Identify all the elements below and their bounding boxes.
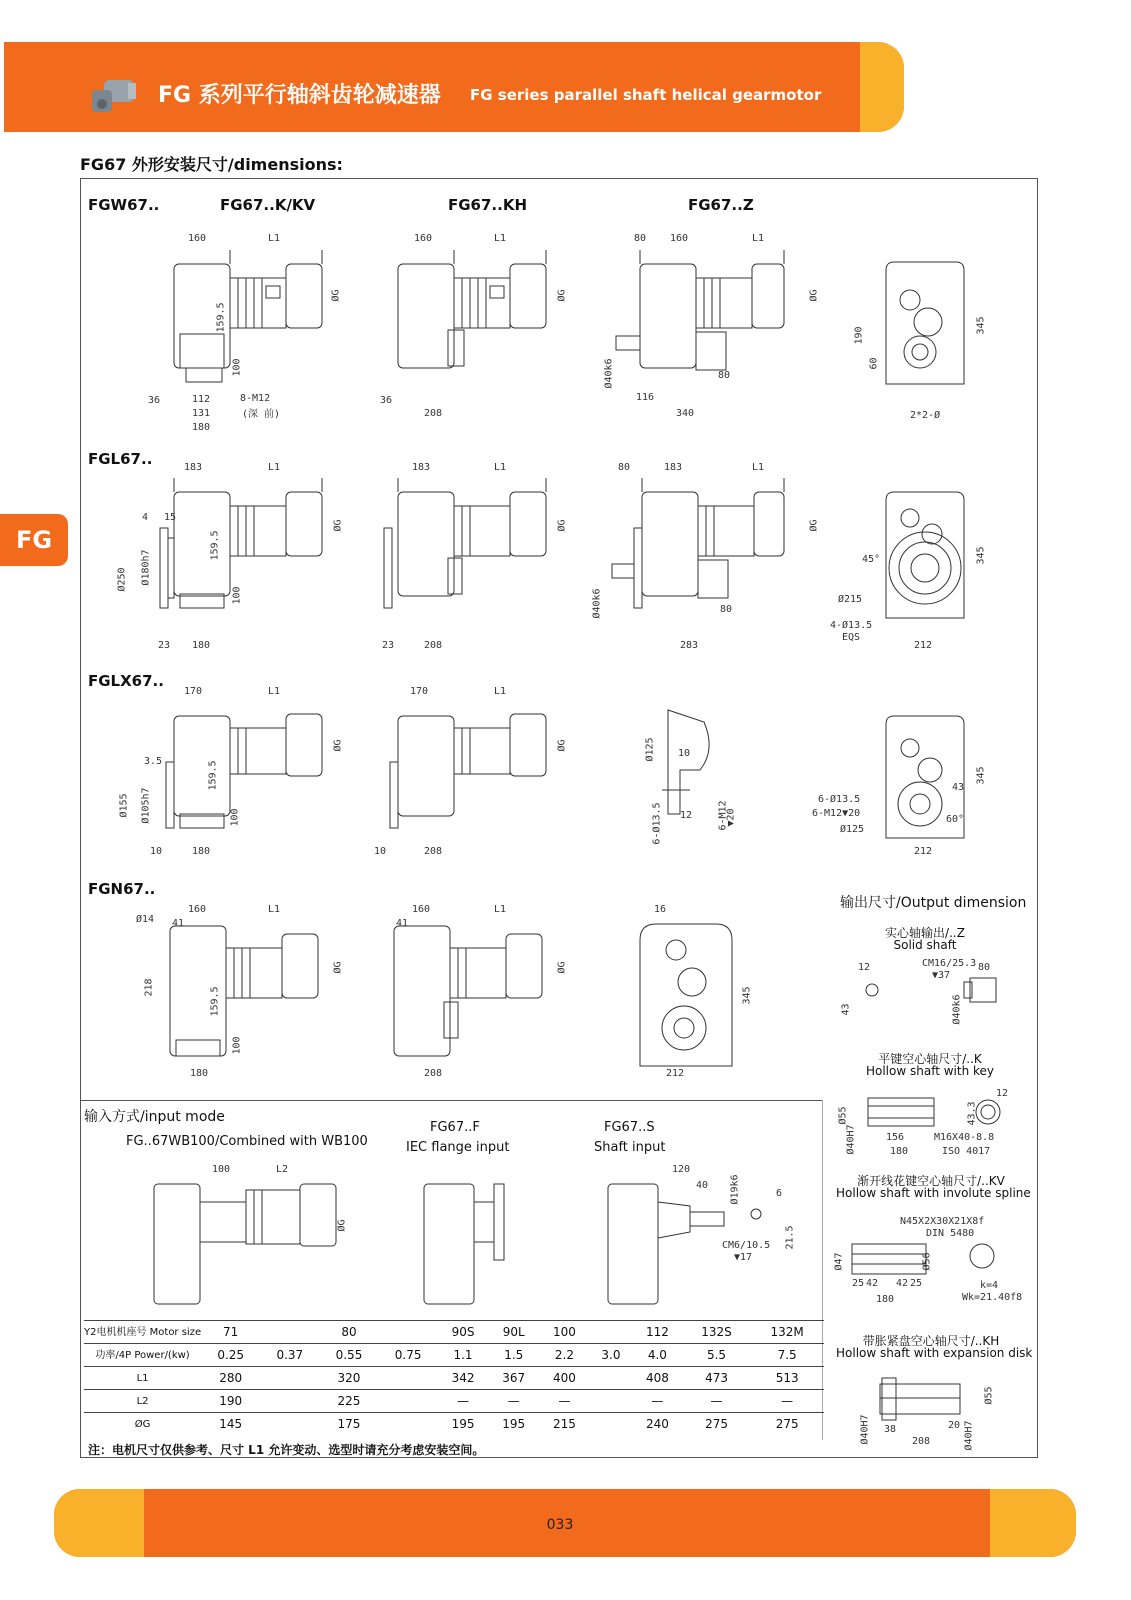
table-cell: 71 (201, 1321, 260, 1344)
dim: 345 (975, 766, 987, 785)
table-cell (379, 1390, 438, 1413)
dim: Ø40H7 (963, 1420, 975, 1451)
dim: L1 (268, 686, 281, 697)
dim: 159.5 (209, 986, 221, 1017)
dim: 80 (718, 370, 731, 381)
dim: 45° (862, 554, 881, 565)
dim: Ø40k6 (603, 358, 615, 389)
dim: ▼20 (725, 808, 737, 827)
table-cell (260, 1367, 319, 1390)
motor-dimension-table (84, 1320, 824, 1435)
dim: 212 (666, 1068, 685, 1079)
dim: DIN 5480 (926, 1228, 975, 1239)
dim: L1 (494, 686, 507, 697)
dim: 80 (978, 962, 991, 973)
dim: 15 (164, 512, 177, 523)
dim: 4 (142, 512, 149, 523)
label-fg67-kh: FG67..KH (448, 196, 528, 214)
dim: 120 (672, 1164, 691, 1175)
dim: ØG (556, 739, 568, 752)
dim: 4-Ø13.5 (830, 620, 873, 631)
dim: 100 (231, 586, 243, 605)
dim: 170 (410, 686, 429, 697)
header-title-cn: FG 系列平行轴斜齿轮减速器 (158, 83, 441, 108)
disk-shaft-cn: 带胀紧盘空心轴尺寸/..KH (862, 1334, 1000, 1348)
table-row (84, 1367, 824, 1390)
dim: 345 (975, 546, 987, 565)
table-cell: 342 (438, 1367, 489, 1390)
table-row-header: L1 (84, 1367, 201, 1390)
dim: L1 (268, 904, 281, 915)
table-cell: 1.1 (438, 1344, 489, 1367)
dim: 180 (890, 1146, 909, 1157)
table-cell: 195 (438, 1413, 489, 1436)
table-row-header: Y2电机机座号 Motor size (84, 1321, 201, 1344)
dim: 41 (396, 918, 409, 929)
drawing-fgl67-z (612, 478, 786, 638)
dim: 212 (914, 846, 933, 857)
dim: 180 (192, 422, 211, 433)
dim: 180 (190, 1068, 209, 1079)
drawing-fgn67-k (388, 920, 552, 1070)
f-label: FG67..F (430, 1120, 480, 1135)
drawing-fgl67-k (384, 478, 552, 638)
table-cell: 215 (539, 1413, 590, 1436)
drawing-fg67-k (392, 250, 552, 410)
section-title: FG67 外形安装尺寸/dimensions: (80, 155, 343, 174)
drawing-wb100 (150, 1180, 340, 1310)
table-cell: 5.5 (683, 1344, 751, 1367)
dim: 180 (192, 640, 211, 651)
table-cell: 0.25 (201, 1344, 260, 1367)
dim: 60 (868, 357, 880, 370)
table-cell: 513 (750, 1367, 824, 1390)
dim: 100 (231, 1036, 243, 1055)
table-cell: 2.2 (539, 1344, 590, 1367)
label-fgw67: FGW67.. (88, 196, 160, 214)
dim: EQS (842, 632, 861, 643)
dim: L1 (752, 462, 765, 473)
drawing-end-view-2 (880, 490, 970, 624)
table-cell: 7.5 (750, 1344, 824, 1367)
dim: L1 (494, 462, 507, 473)
table-row-header: L2 (84, 1390, 201, 1413)
dim: N45X2X30X21X8f (900, 1216, 985, 1227)
dim: Ø14 (136, 914, 155, 925)
drawing-flange-detail (660, 710, 720, 820)
table-cell: 473 (683, 1367, 751, 1390)
dim: Ø40k6 (951, 994, 963, 1025)
dim: ØG (556, 519, 568, 532)
s-label: FG67..S (604, 1120, 655, 1135)
table-cell: 100 (539, 1321, 590, 1344)
table-cell (260, 1390, 319, 1413)
dim: 160 (414, 233, 433, 244)
footnote: 注：电机尺寸仅供参考、尺寸 L1 允许变动、选型时请充分考虑安装空间。 (88, 1443, 485, 1457)
dim: ØG (808, 289, 820, 302)
dim: 345 (975, 316, 987, 335)
dim: 208 (424, 640, 443, 651)
dim: Ø19k6 (729, 1174, 741, 1205)
dim: 60° (946, 814, 965, 825)
dim: 100 (229, 808, 241, 827)
dim: 6-Ø13.5 (818, 794, 861, 805)
dim: ØG (336, 1219, 348, 1232)
table-cell: 175 (319, 1413, 378, 1436)
dim: 6-Ø13.5 (651, 802, 663, 845)
table-cell: — (488, 1390, 539, 1413)
dim: 36 (148, 395, 161, 406)
dim: 21.5 (784, 1225, 796, 1250)
dim: L1 (268, 233, 281, 244)
table-row (84, 1321, 824, 1344)
dim: 12 (680, 810, 693, 821)
table-cell: 132M (750, 1321, 824, 1344)
drawing-fg67-z (616, 250, 786, 410)
spline-shaft-en: Hollow shaft with involute spline (836, 1186, 1031, 1200)
wb-label: FG..67WB100/Combined with WB100 (126, 1134, 368, 1149)
dim: 208 (424, 408, 443, 419)
dim: 208 (424, 1068, 443, 1079)
table-cell: 132S (683, 1321, 751, 1344)
dim: 20 (948, 1420, 961, 1431)
dim: 25 (852, 1278, 865, 1289)
table-cell: 4.0 (632, 1344, 683, 1367)
table-cell: 112 (632, 1321, 683, 1344)
label-fg67-z: FG67..Z (688, 196, 754, 214)
drawing-fgn67 (164, 920, 328, 1070)
footer-accent-right (990, 1489, 1076, 1557)
dim: 190 (853, 326, 865, 345)
dim: 131 (192, 408, 211, 419)
dim: 12 (996, 1088, 1009, 1099)
dim: 2*2-Ø (910, 410, 941, 421)
table-cell: 225 (319, 1390, 378, 1413)
label-fglx67: FGLX67.. (88, 672, 164, 690)
solid-shaft-en: Solid shaft (893, 938, 957, 952)
dim: 10 (150, 846, 163, 857)
label-fg67-k: FG67..K/KV (220, 196, 316, 214)
dim: Ø40H7 (845, 1124, 857, 1155)
table-cell: — (539, 1390, 590, 1413)
dim: 180 (192, 846, 211, 857)
table-cell: 275 (683, 1413, 751, 1436)
dim: ▼37 (932, 970, 951, 981)
table-cell: 0.37 (260, 1344, 319, 1367)
dim: 212 (914, 640, 933, 651)
dim: 159.5 (215, 302, 227, 333)
key-shaft-en: Hollow shaft with key (865, 1064, 995, 1078)
table-cell (260, 1413, 319, 1436)
dim: Ø47 (833, 1252, 845, 1271)
header-accent (860, 42, 904, 132)
dim: 6 (776, 1188, 783, 1199)
table-cell (590, 1390, 632, 1413)
dim: 80 (720, 604, 733, 615)
output-title: 输出尺寸/Output dimension (840, 895, 1027, 911)
dim: 208 (424, 846, 443, 857)
dim: 43 (840, 1003, 852, 1016)
input-divider (80, 1100, 822, 1101)
table-cell (379, 1321, 438, 1344)
dim: 41 (172, 918, 185, 929)
dim: Ø56 (921, 1252, 933, 1271)
table-cell: 320 (319, 1367, 378, 1390)
drawing-fglx67 (160, 706, 328, 846)
table-row-header: 功率/4P Power/(kw) (84, 1344, 201, 1367)
dim: 43 (952, 782, 965, 793)
table-cell (590, 1321, 632, 1344)
table-cell: 240 (632, 1413, 683, 1436)
drawing-end-view-1 (880, 260, 970, 390)
dim: 6-M12▼20 (812, 808, 861, 819)
dim: 3.5 (144, 756, 163, 767)
table-cell: 400 (539, 1367, 590, 1390)
dim: ▼17 (734, 1252, 753, 1263)
table-row (84, 1344, 824, 1367)
table-row (84, 1413, 824, 1436)
spline-shaft-cn: 渐开线花键空心轴尺寸/..KV (857, 1174, 1005, 1188)
drawing-fglx67-k (384, 706, 552, 846)
key-shaft-cn: 平键空心轴尺寸/..K (878, 1052, 982, 1066)
table-cell: 195 (488, 1413, 539, 1436)
disk-shaft-en: Hollow shaft with expansion disk (836, 1346, 1033, 1360)
table-cell (379, 1367, 438, 1390)
gearmotor-icon (88, 74, 138, 118)
side-tab: FG (0, 514, 68, 566)
table-row-header: ØG (84, 1413, 201, 1436)
dim: 6-M12 (717, 800, 729, 831)
solid-shaft-cn: 实心轴输出/..Z (885, 926, 965, 940)
f-sub: IEC flange input (406, 1140, 510, 1155)
dim: L2 (276, 1164, 289, 1175)
dim: Ø155 (118, 793, 130, 818)
dim: 170 (184, 686, 203, 697)
dim: Ø250 (116, 567, 128, 592)
dim: 159.5 (207, 760, 219, 791)
table-cell (260, 1321, 319, 1344)
table-cell: 275 (750, 1413, 824, 1436)
dim: Ø40k6 (591, 588, 603, 619)
dim: 16 (654, 904, 667, 915)
dim: Ø55 (983, 1386, 995, 1405)
dim: 25 (910, 1278, 923, 1289)
dim: M16X40-8.8 (934, 1132, 995, 1143)
dim: 160 (670, 233, 689, 244)
dim: 43.3 (966, 1101, 978, 1126)
dim: Ø125 (644, 737, 656, 762)
header-title-en: FG series parallel shaft helical gearmotor (470, 86, 822, 104)
dim: ØG (330, 289, 342, 302)
dim: Ø215 (838, 594, 863, 605)
table-cell: 367 (488, 1367, 539, 1390)
dim: 180 (876, 1294, 895, 1305)
drawing-fgn67-end (636, 920, 736, 1070)
dim: ØG (556, 961, 568, 974)
table-cell: 408 (632, 1367, 683, 1390)
dim: Ø55 (837, 1106, 849, 1125)
table-cell: 0.55 (319, 1344, 378, 1367)
dim: 38 (884, 1424, 897, 1435)
table-cell: 3.0 (590, 1344, 632, 1367)
dim: 23 (158, 640, 171, 651)
dim: 42 (896, 1278, 909, 1289)
table-cell: 80 (319, 1321, 378, 1344)
dim: 156 (886, 1132, 905, 1143)
table-cell (590, 1367, 632, 1390)
table-cell (590, 1413, 632, 1436)
table-cell: — (683, 1390, 751, 1413)
dim: Ø105h7 (140, 787, 152, 824)
dim: 42 (866, 1278, 879, 1289)
dim: ØG (808, 519, 820, 532)
dim: 80 (634, 233, 647, 244)
dim: 340 (676, 408, 695, 419)
dim: ØG (332, 739, 344, 752)
footer-accent-left (54, 1489, 144, 1557)
dim: 100 (231, 358, 243, 377)
dim: ØG (332, 961, 344, 974)
dim: Ø40H7 (859, 1414, 871, 1445)
dim: L1 (494, 233, 507, 244)
dim: 218 (143, 978, 155, 997)
label-fgl67: FGL67.. (88, 450, 153, 468)
table-cell: 145 (201, 1413, 260, 1436)
dim: Ø180h7 (140, 549, 152, 586)
dim: 36 (380, 395, 393, 406)
dim: 183 (184, 462, 203, 473)
dim: ØG (556, 289, 568, 302)
table-cell: 190 (201, 1390, 260, 1413)
dim: 160 (188, 904, 207, 915)
dim: 345 (741, 986, 753, 1005)
dim: 112 (192, 394, 211, 405)
dim: 208 (912, 1436, 931, 1447)
dim: 160 (412, 904, 431, 915)
dim: 8-M12 (240, 393, 271, 404)
dim: 116 (636, 392, 655, 403)
dim: 12 (858, 962, 871, 973)
dim: k=4 (980, 1280, 999, 1291)
dim: 183 (412, 462, 431, 473)
dim: ISO 4017 (942, 1146, 991, 1157)
dim: ØG (332, 519, 344, 532)
table-cell: 90L (488, 1321, 539, 1344)
table-cell (379, 1413, 438, 1436)
dim: CM6/10.5 (722, 1240, 771, 1251)
label-fgn67: FGN67.. (88, 880, 156, 898)
dim: Ø125 (840, 824, 865, 835)
table-cell: 0.75 (379, 1344, 438, 1367)
table-row (84, 1390, 824, 1413)
table-cell: 90S (438, 1321, 489, 1344)
table-cell: — (632, 1390, 683, 1413)
dim: 159.5 (209, 530, 221, 561)
drawing-iec-flange (420, 1180, 520, 1310)
dim: 80 (618, 462, 631, 473)
dim: 10 (678, 748, 691, 759)
dim: 283 (680, 640, 699, 651)
table-cell: — (750, 1390, 824, 1413)
dim: L1 (752, 233, 765, 244)
table-cell: 1.5 (488, 1344, 539, 1367)
table-cell: — (438, 1390, 489, 1413)
dim: L1 (268, 462, 281, 473)
table-cell: 280 (201, 1367, 260, 1390)
input-title: 输入方式/input mode (84, 1109, 225, 1125)
dim: 23 (382, 640, 395, 651)
dim: (深 前) (242, 409, 281, 420)
dim: 183 (664, 462, 683, 473)
page-number: 033 (546, 1517, 574, 1533)
dim: 10 (374, 846, 387, 857)
dim: 40 (696, 1180, 709, 1191)
s-sub: Shaft input (594, 1140, 666, 1155)
dim: CM16/25.3 (922, 958, 977, 969)
dim: Wk=21.40f8 (962, 1292, 1023, 1303)
drawing-fgl67 (160, 478, 328, 638)
dim: L1 (494, 904, 507, 915)
dim: 160 (188, 233, 207, 244)
key-shaft-drawing (866, 1094, 1016, 1136)
dim: 100 (212, 1164, 231, 1175)
